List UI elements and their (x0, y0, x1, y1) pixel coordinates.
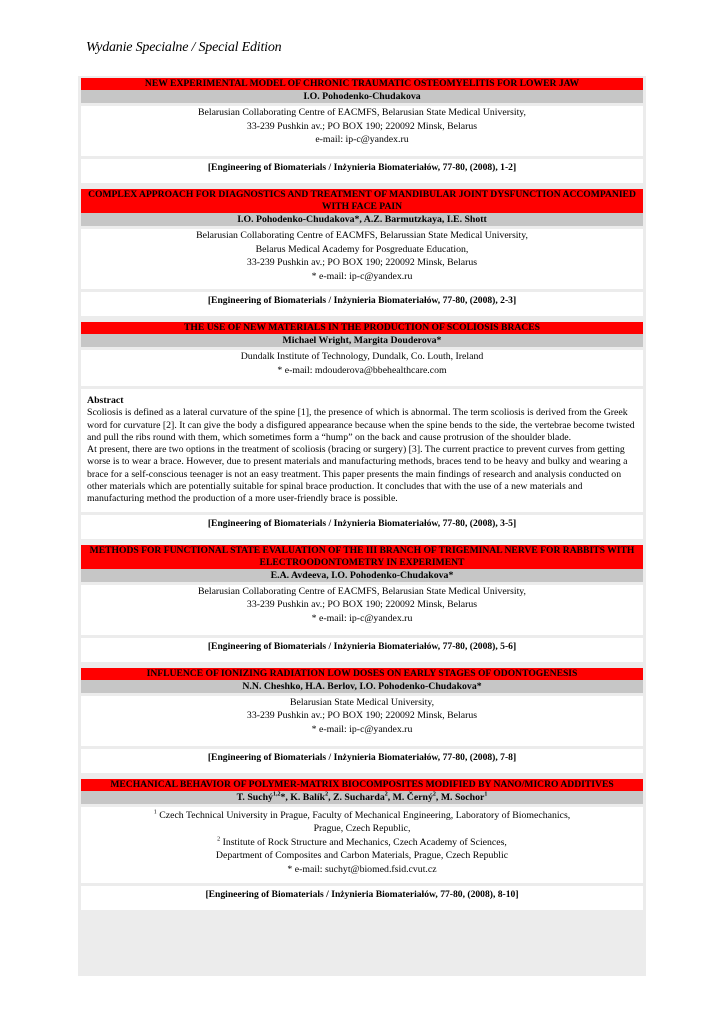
affiliation-line: 33-239 Pushkin av.; PO BOX 190; 220092 Minsk, Belarus (246, 257, 478, 268)
entry-3-affiliation (81, 350, 643, 386)
entry-title: COMPLEX APPROACH FOR DIAGNOSTICS AND TREATMENT OF MANDIBULAR JOINT DYSFUNCTION ACCOMPANIED WITH FACE PAIN (81, 189, 643, 213)
affiliation-text: Czech Technical University in Prague, Faculty of Mechanical Engineering, Laboratory of Biomechanics, (156, 809, 571, 821)
edition-heading: Wydanie Specialne / Special Edition (86, 40, 282, 55)
author-superscript: 2 (432, 791, 436, 798)
author-separator: *, (280, 791, 291, 803)
entry-5-header (81, 668, 643, 693)
entry-authors: E.A. Avdeeva, I.O. Pohodenko-Chudakova* (81, 569, 643, 582)
affiliation-line (81, 836, 643, 850)
entry-5-affiliation (81, 696, 643, 746)
entry-title: INFLUENCE OF IONIZING RADIATION LOW DOSES ON EARLY STAGES OF ODONTOGENESIS (81, 668, 643, 680)
affiliation-line: Belarusian Collaborating Centre of EACMFS, Belarusian State Medical University, (197, 585, 527, 597)
entry-title: NEW EXPERIMENTAL MODEL OF CHRONIC TRAUMATIC OSTEOMYELITIS FOR LOWER JAW (81, 78, 643, 90)
affiliation-superscript: 2 (217, 836, 221, 843)
entry-6-affiliation (81, 807, 643, 883)
author-separator: , (387, 791, 393, 803)
entry-authors: I.O. Pohodenko-Chudakova (81, 90, 643, 103)
affiliation-line: 33-239 Pushkin av.; PO BOX 190; 220092 Minsk, Belarus (246, 120, 478, 132)
abstract-paragraph: At present, there are two options in the treatment of scoliosis (bracing or surgery) [3]. The current practice to prevent curves from getting worse is to wear a brace. However, due to present materials and manufacturing methods, braces tend to be heavy and bulky and wearing a brace for a self-conscious teenager is not an easy treatment. This paper presents the main findings of research and analysis conducted on other materials which are potentially suitable for spinal brace production. It concludes that with the use of a new materials and manufacturing method the production of a more user-friendly brace is possible. (87, 444, 628, 505)
affiliation-line (81, 809, 643, 823)
author-separator: , (435, 791, 441, 803)
entry-1-header (81, 78, 643, 103)
author-name: M. Černý (392, 791, 433, 803)
reference-line: [Engineering of Biomaterials / Inżynieria Biomateriałów, 77-80, (2008), 1-2] (207, 162, 517, 173)
entry-5-reference (81, 749, 643, 773)
reference-line: [Engineering of Biomaterials / Inżynieria Biomateriałów, 77-80, (2008), 5-6] (207, 640, 517, 652)
entry-2-header (81, 189, 643, 226)
entry-4-header (81, 545, 643, 582)
entry-3-abstract (81, 389, 643, 512)
author-name: M. Sochor (440, 791, 485, 803)
author-separator: , (328, 791, 333, 803)
entry-1-affiliation (81, 106, 643, 156)
affiliation-line: Department of Composites and Carbon Materials, Prague, Czech Republic (215, 850, 509, 862)
affiliation-line: Belarusian Collaborating Centre of EACMFS, Belarusian State Medical University, (197, 107, 527, 118)
abstracts-table (78, 76, 646, 976)
affiliation-line: Belarusian Collaborating Centre of EACMFS, Belarussian State Medical University, (196, 230, 528, 241)
affiliation-line: Belarusian State Medical University, (289, 696, 435, 708)
affiliation-line: Belarus Medical Academy for Posgreduate Education, (255, 243, 469, 255)
entry-3-reference (81, 515, 643, 539)
author-name: Z. Sucharda (333, 791, 385, 803)
entry-1-reference (81, 159, 643, 183)
affiliation-line: Prague, Czech Republic, (313, 823, 411, 835)
entry-6-header (81, 779, 643, 804)
entry-title: MECHANICAL BEHAVIOR OF POLYMER-MATRIX BIOCOMPOSITES MODIFIED BY NANO/MICRO ADDITIVES (81, 779, 643, 791)
entry-3-header (81, 322, 643, 347)
affiliation-line: * e-mail: suchyt@biomed.fsid.cvut.cz (287, 863, 437, 875)
reference-line: [Engineering of Biomaterials / Inżynieria Biomateriałów, 77-80, (2008), 2-3] (207, 295, 517, 306)
entry-title: METHODS FOR FUNCTIONAL STATE EVALUATION OF THE III BRANCH OF TRIGEMINAL NERVE FOR RABBITS WITH ELECTROODONTOMETRY IN EXPERIMENT (81, 545, 643, 569)
author-superscript: 2 (325, 791, 329, 798)
affiliation-line: * e-mail: ip-c@yandex.ru (311, 612, 413, 624)
entry-6-reference (81, 886, 643, 910)
author-name: K. Balík (290, 791, 326, 803)
reference-line: [Engineering of Biomaterials / Inżynieria Biomateriałów, 77-80, (2008), 7-8] (207, 751, 517, 763)
affiliation-line: 33-239 Pushkin av.; PO BOX 190; 220092 Minsk, Belarus (246, 599, 478, 611)
affiliation-text: Institute of Rock Structure and Mechanics, Czech Academy of Sciences, (220, 836, 507, 848)
reference-line: [Engineering of Biomaterials / Inżynieria Biomateriałów, 77-80, (2008), 3-5] (207, 517, 517, 529)
author-superscript: 1,2 (272, 791, 281, 798)
entry-authors: I.O. Pohodenko-Chudakova*, A.Z. Barmutzkaya, I.E. Shott (81, 213, 643, 226)
entry-2-reference (81, 292, 643, 316)
entry-authors (81, 791, 643, 804)
author-superscript: 2 (384, 791, 388, 798)
affiliation-superscript: 1 (153, 809, 157, 816)
affiliation-line: * e-mail: ip-c@yandex.ru (311, 270, 413, 282)
entry-2-affiliation (81, 229, 643, 289)
affiliation-line: * e-mail: ip-c@yandex.ru (311, 723, 413, 735)
affiliation-line: 33-239 Pushkin av.; PO BOX 190; 220092 Minsk, Belarus (246, 710, 478, 722)
entry-4-reference (81, 638, 643, 662)
abstract-heading: Abstract (87, 395, 124, 406)
affiliation-line: * e-mail: mdouderova@bbehealthcare.com (277, 364, 447, 376)
author-name: T. Suchý (236, 791, 273, 803)
entry-4-affiliation (81, 585, 643, 635)
affiliation-line: e-mail: ip-c@yandex.ru (315, 134, 409, 145)
entry-authors: Michael Wright, Margita Douderova* (81, 334, 643, 347)
author-superscript: 1 (484, 791, 488, 798)
affiliation-line: Dundalk Institute of Technology, Dundalk, Co. Louth, Ireland (240, 351, 484, 362)
abstract-paragraph: Scoliosis is defined as a lateral curvature of the spine [1], the presence of which is abnormal. The term scoliosis is derived from the Greek word for curvature [2]. It can give the body a disfigured appearance because when the spine bends to the side, the vertebrae become twisted and pull the ribs round with them, which sometimes form a “hump” on the back and cause protrusion of the shoulder blade. (87, 407, 635, 443)
entry-authors: N.N. Cheshko, H.A. Berlov, I.O. Pohodenko-Chudakova* (81, 680, 643, 693)
entry-title: THE USE OF NEW MATERIALS IN THE PRODUCTION OF SCOLIOSIS BRACES (81, 322, 643, 334)
reference-line: [Engineering of Biomaterials / Inżynieria Biomateriałów, 77-80, (2008), 8-10] (205, 888, 519, 900)
